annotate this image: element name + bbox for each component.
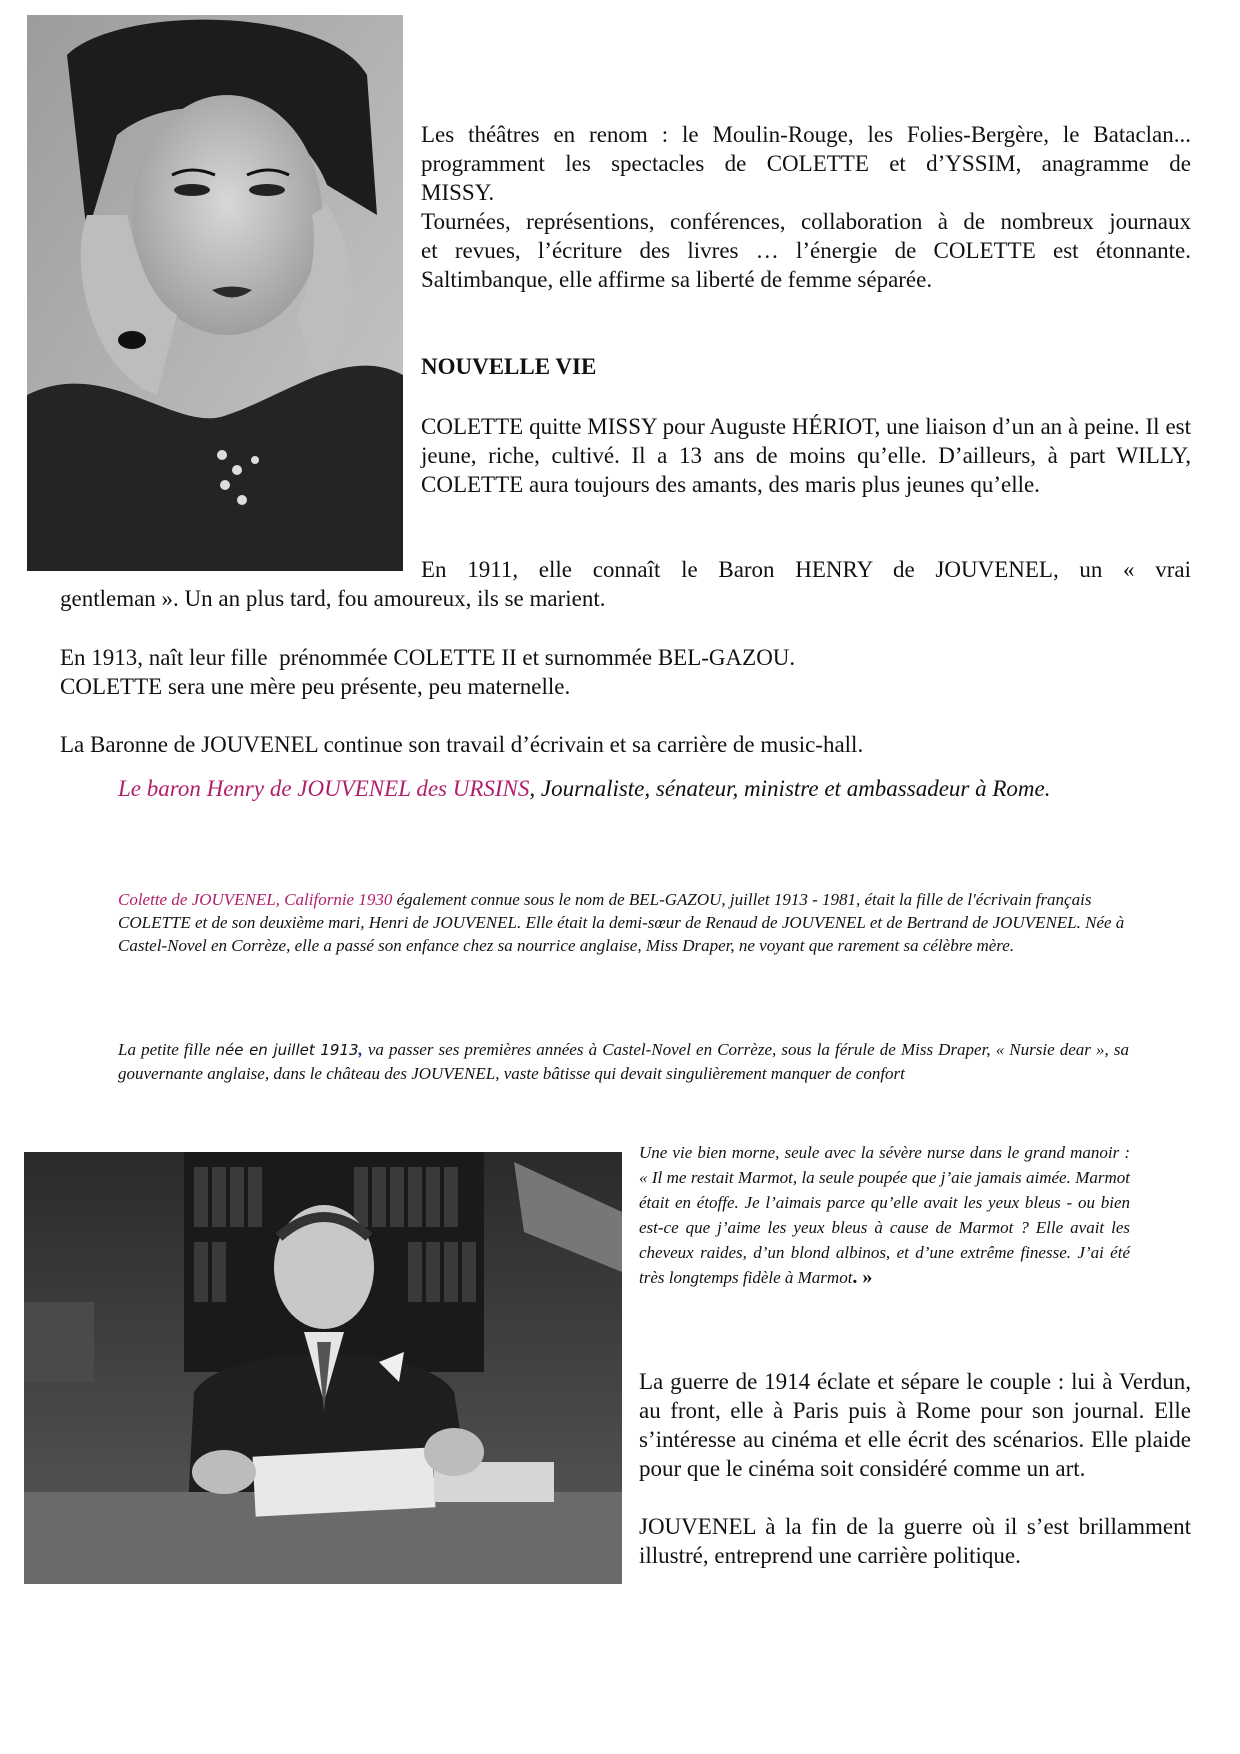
section-paragraph-heriot: COLETTE quitte MISSY pour Auguste HÉRIOT, une liaison d’un an à peine. Il est jeune, riche, cultivé. Il a 13 ans de moins qu’elle. D’ailleurs, à part WILLY, COLETTE aura toujours des amants, des maris plus jeunes qu’elle. <box>421 414 1191 497</box>
photo-baron-jouvenel <box>24 1152 622 1584</box>
quote-marmot <box>639 1140 1130 1290</box>
caption-child-start: La petite fille <box>118 1040 216 1059</box>
caption-child-date: née en juillet 1913 <box>215 1041 359 1059</box>
caption-child-comma: , <box>358 1040 363 1059</box>
caption-child <box>118 1038 1129 1086</box>
caption-daughter-text: également connue sous le nom de BEL-GAZOU, juillet 1913 - 1981, était la fille de l'écrivain français COLETTE et de son deuxième mari, Henri de JOUVENEL. Elle était la demi-sœur de Renaud de JOUVENEL et de Bertrand de JOUVENEL. Née à Castel-Novel en Corrèze, elle a passé son enfance chez sa nourrice anglaise, Miss Draper, ne voyant que rarement sa célèbre mère. <box>118 890 1125 955</box>
quote-closing: . » <box>852 1266 873 1288</box>
paragraph-line: En 1911, elle connaît le Baron HENRY de JOUVENEL, un « vrai <box>421 557 1191 582</box>
section-paragraph-baronne: La Baronne de JOUVENEL continue son travail d’écrivain et sa carrière de music-hall. <box>60 732 864 757</box>
paragraph-line: gentleman ». Un an plus tard, fou amoureux, ils se marient. <box>60 586 606 611</box>
quote-text: Une vie bien morne, seule avec la sévère nurse dans le grand manoir : « Il me restait Marmot, la seule poupée que j’aie jamais aimée. Marmot était en étoffe. Je l’aimais parce qu’elle avait les yeux bleus - ou bien est-ce que j’aime les yeux bleus à cause de Marmot ? Elle avait les cheveux raides, d’un blond albinos, et d’une extrême finesse. J’ai été très longtemps fidèle à Marmot <box>639 1143 1130 1287</box>
politics-paragraph: JOUVENEL à la fin de la guerre où il s’est brillamment illustré, entreprend une carrière politique. <box>639 1514 1191 1568</box>
section-heading: NOUVELLE VIE <box>421 354 597 379</box>
paragraph-line: COLETTE sera une mère peu présente, peu maternelle. <box>60 674 571 699</box>
portrait-photo-colette <box>27 15 403 571</box>
caption-baron-name: Le baron Henry de JOUVENEL des URSINS <box>118 776 530 801</box>
intro-line: programment les spectacles de COLETTE et d’YSSIM, anagramme de <box>421 151 1191 176</box>
war-paragraph: La guerre de 1914 éclate et sépare le couple : lui à Verdun, au front, elle à Paris puis à Rome pour son journal. Elle s’intéresse au cinéma et elle écrit des scénarios. Elle plaide pour que le cinéma soit considéré comme un art. <box>639 1369 1191 1481</box>
caption-baron <box>118 774 1088 804</box>
caption-child-text: va passer ses premières années à Castel-Novel en Corrèze, sous la férule de Miss Draper, « Nursie dear », sa gouvernante anglaise, dans le château des JOUVENEL, vaste bâtisse qui devait singulièrement manquer de confort <box>118 1040 1129 1083</box>
intro-line: Tournées, représentions, conférences, collaboration à de nombreux journaux <box>421 209 1191 234</box>
caption-daughter <box>118 888 1128 957</box>
caption-baron-text: , Journaliste, sénateur, ministre et ambassadeur à Rome. <box>529 776 1051 801</box>
intro-line: et revues, l’écriture des livres … l’énergie de COLETTE est étonnante. <box>421 238 1191 263</box>
intro-paragraph <box>421 120 1191 294</box>
section-paragraph-daughter <box>60 643 1191 701</box>
section-paragraph-jouvenel <box>60 555 1191 613</box>
intro-line: MISSY. <box>421 180 495 205</box>
intro-line: Saltimbanque, elle affirme sa liberté de femme séparée. <box>421 267 933 292</box>
intro-line: Les théâtres en renom : le Moulin-Rouge, les Folies-Bergère, le Bataclan... <box>421 122 1191 147</box>
paragraph-line: En 1913, naît leur fille prénommée COLETTE II et surnommée BEL-GAZOU. <box>60 645 796 670</box>
caption-daughter-name: Colette de JOUVENEL, Californie 1930 <box>118 890 393 909</box>
